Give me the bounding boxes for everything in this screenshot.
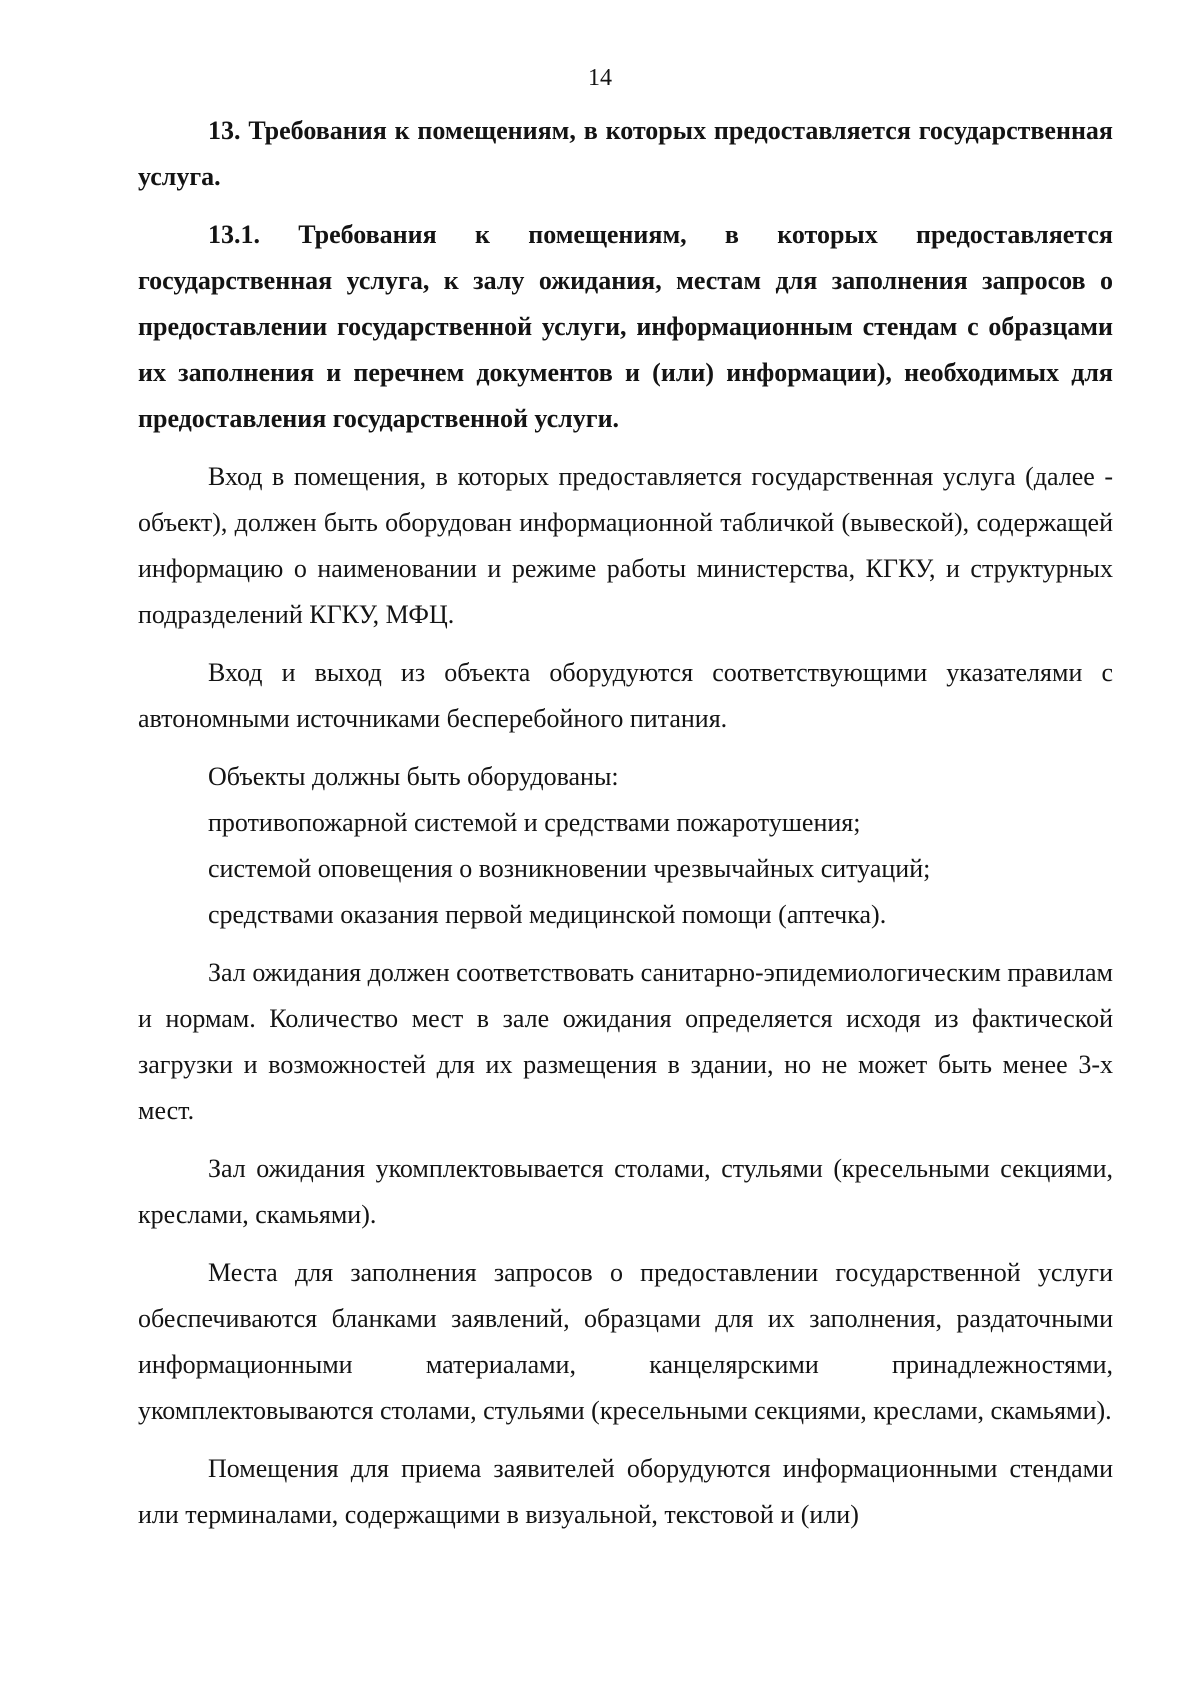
- page-number: 14: [588, 65, 612, 91]
- section-heading: 13. Требования к помещениям, в которых предоставляется государственная услуга.: [138, 116, 1113, 191]
- paragraph-request-filling-places: Места для заполнения запросов о предоставлении государственной услуги обеспечиваются бланками заявлений, образцами для их заполнения, раздаточными информационными материалами, канцелярскими принадлежностями, укомплектовываются столами, стульями (кресельными секциями, креслами, скамьями).: [138, 1258, 1113, 1425]
- list-item-fire-system: противопожарной системой и средствами пожаротушения;: [208, 808, 861, 837]
- paragraph-entrance-sign: Вход в помещения, в которых предоставляется государственная услуга (далее - объект), должен быть оборудован информационной табличкой (вывеской), содержащей информацию о наименовании и режиме работы министерства, КГКУ, и структурных подразделений КГКУ, МФЦ.: [138, 462, 1113, 629]
- document-body: [138, 108, 1113, 1550]
- paragraph-waiting-hall-furniture: Зал ожидания укомплектовывается столами, стульями (кресельными секциями, креслами, скамьями).: [138, 1154, 1113, 1229]
- subsection-heading: 13.1. Требования к помещениям, в которых предоставляется государственная услуга, к залу ожидания, местам для заполнения запросов о предоставлении государственной услуги, информационным стендам с образцами их заполнения и перечнем документов и (или) информации), необходимых для предоставления государственной услуги.: [138, 220, 1113, 433]
- paragraph-equipment-intro: Объекты должны быть оборудованы:: [208, 762, 619, 791]
- paragraph-reception-rooms: Помещения для приема заявителей оборудуются информационными стендами или терминалами, содержащими в визуальной, текстовой и (или): [138, 1454, 1113, 1529]
- list-item-first-aid: средствами оказания первой медицинской помощи (аптечка).: [208, 900, 887, 929]
- list-item-alert-system: системой оповещения о возникновении чрезвычайных ситуаций;: [208, 854, 931, 883]
- paragraph-entrance-exit: Вход и выход из объекта оборудуются соответствующими указателями с автономными источниками бесперебойного питания.: [138, 658, 1113, 733]
- paragraph-waiting-hall-norms: Зал ожидания должен соответствовать санитарно-эпидемиологическим правилам и нормам. Количество мест в зале ожидания определяется исходя из фактической загрузки и возможностей для их размещения в здании, но не может быть менее 3-х мест.: [138, 958, 1113, 1125]
